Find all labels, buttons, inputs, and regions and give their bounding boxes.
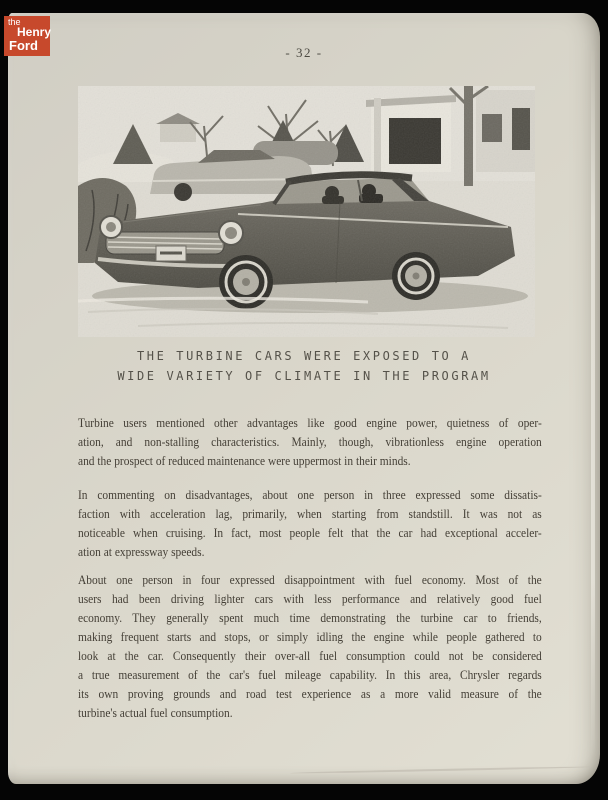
text-line: users had been driving lighter cars with less performance and relatively good fuel <box>78 591 542 606</box>
text-line: About one person in four expressed disappointment with fuel economy. Most of the <box>78 572 542 587</box>
turbine-car-photo <box>78 86 535 337</box>
caption-line: WIDE VARIETY OF CLIMATE IN THE PROGRAM <box>117 369 491 383</box>
page-edge-highlight <box>591 43 595 758</box>
text-line: ation at expressway speeds. <box>78 544 205 559</box>
text-line: ation, and non-stalling characteristics. Mainly, though, vibrationless engine operation <box>78 434 542 449</box>
text-line: making frequent starts and stops, or simply idling the engine while people gathered to <box>78 629 542 644</box>
text-line: look at the car. Consequently their over-all fuel consumption could not be considered <box>78 648 542 663</box>
logo-text-ford: Ford <box>9 38 38 53</box>
page-number: - 32 - <box>285 45 323 60</box>
text-line: faction with acceleration lag, primarily, when starting from standstill. It was not as <box>78 506 542 521</box>
caption-line: THE TURBINE CARS WERE EXPOSED TO A <box>136 349 472 363</box>
text-line: economy. They generally spent much time demonstrating the turbine car to friends, <box>78 610 542 625</box>
stacked-pages-edge <box>290 766 590 774</box>
logo-text-the: the <box>8 17 21 27</box>
henry-ford-logo <box>4 16 50 56</box>
text-line: its own proving grounds and road test experience as a more valid measure of the <box>78 686 542 701</box>
photo-caption <box>8 346 600 386</box>
text-line: and the prospect of reduced maintenance were uppermost in their minds. <box>78 453 411 468</box>
text-line: In commenting on disadvantages, about one person in three expressed some dissatis- <box>78 487 542 502</box>
paragraph-2 <box>78 485 542 561</box>
text-line: turbine's actual fuel consumption. <box>78 705 233 720</box>
text-line: a true measurement of the car's fuel mileage capability. In this area, Chrysler regards <box>78 667 542 682</box>
logo-text-henry: Henry <box>17 25 52 39</box>
paragraph-3 <box>78 570 542 722</box>
book-page <box>8 13 600 784</box>
text-line: noticeable when cruising. In fact, most people felt that the car had exceptional acceler- <box>78 525 542 540</box>
paragraph-1 <box>78 413 542 470</box>
text-line: Turbine users mentioned other advantages like good engine power, quietness of oper- <box>78 415 542 430</box>
